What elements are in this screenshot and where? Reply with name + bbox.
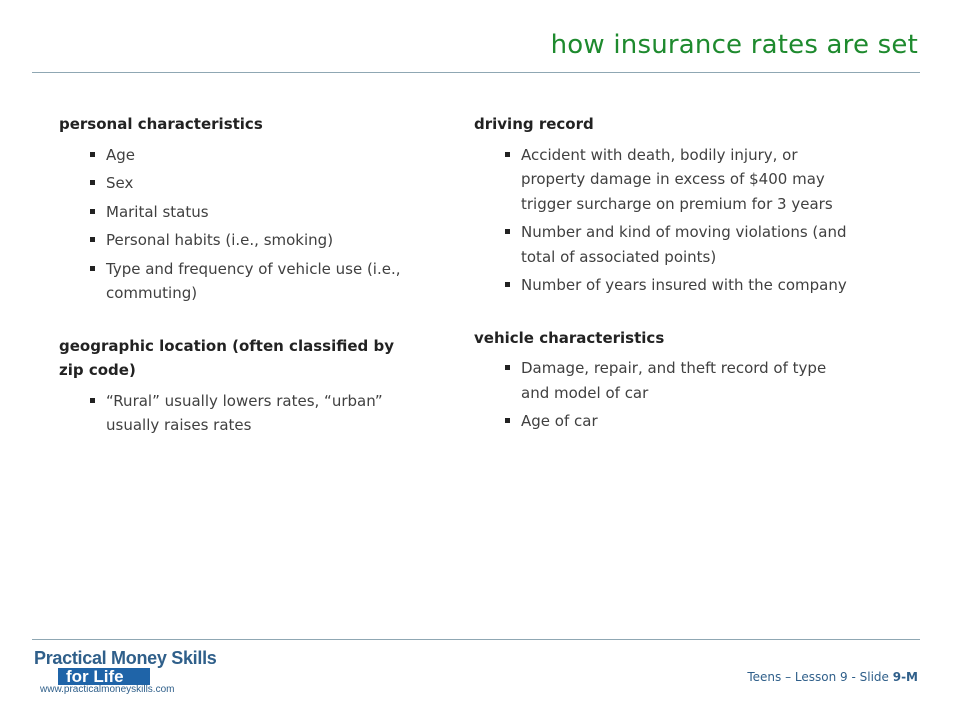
list-item: Personal habits (i.e., smoking) xyxy=(59,228,419,253)
bullet-list xyxy=(59,143,419,306)
list-item: Age xyxy=(59,143,419,168)
list-item: Sex xyxy=(59,171,419,196)
list-item: “Rural” usually lowers rates, “urban” usually raises rates xyxy=(59,389,419,438)
top-divider xyxy=(32,72,920,73)
list-item: Marital status xyxy=(59,200,419,225)
list-item: Damage, repair, and theft record of type and model of car xyxy=(474,356,854,405)
bottom-divider xyxy=(32,639,920,640)
logo-subtext: for Life xyxy=(66,667,124,686)
footer-slide-id: 9-M xyxy=(892,670,918,684)
list-item: Age of car xyxy=(474,409,854,434)
section-driving-record xyxy=(474,112,854,298)
section-heading: personal characteristics xyxy=(59,115,263,133)
list-item: Type and frequency of vehicle use (i.e., commuting) xyxy=(59,257,419,306)
list-item: Number of years insured with the company xyxy=(474,273,854,298)
right-column xyxy=(474,112,854,462)
logo-url: www.practicalmoneyskills.com xyxy=(40,684,175,695)
section-heading: vehicle characteristics xyxy=(474,328,665,347)
section-heading: geographic location (often classified by zip code) xyxy=(59,336,394,379)
bullet-list xyxy=(474,356,854,434)
section-geographic-location xyxy=(59,334,419,438)
section-personal-characteristics xyxy=(59,112,419,306)
bullet-list xyxy=(474,143,854,298)
slide-footer xyxy=(747,670,918,684)
footer-lesson: Teens – Lesson 9 - Slide xyxy=(747,670,893,684)
practical-money-skills-logo xyxy=(34,648,217,698)
section-vehicle-characteristics xyxy=(474,326,854,434)
left-column xyxy=(59,112,419,466)
section-heading: driving record xyxy=(474,115,594,133)
list-item: Accident with death, bodily injury, or property damage in excess of $400 may trigger surcharge on premium for 3 years xyxy=(474,143,854,217)
slide-title: how insurance rates are set xyxy=(550,30,918,60)
bullet-list xyxy=(59,389,419,438)
logo-text: Practical Money Skills xyxy=(34,648,217,668)
list-item: Number and kind of moving violations (and total of associated points) xyxy=(474,220,854,269)
